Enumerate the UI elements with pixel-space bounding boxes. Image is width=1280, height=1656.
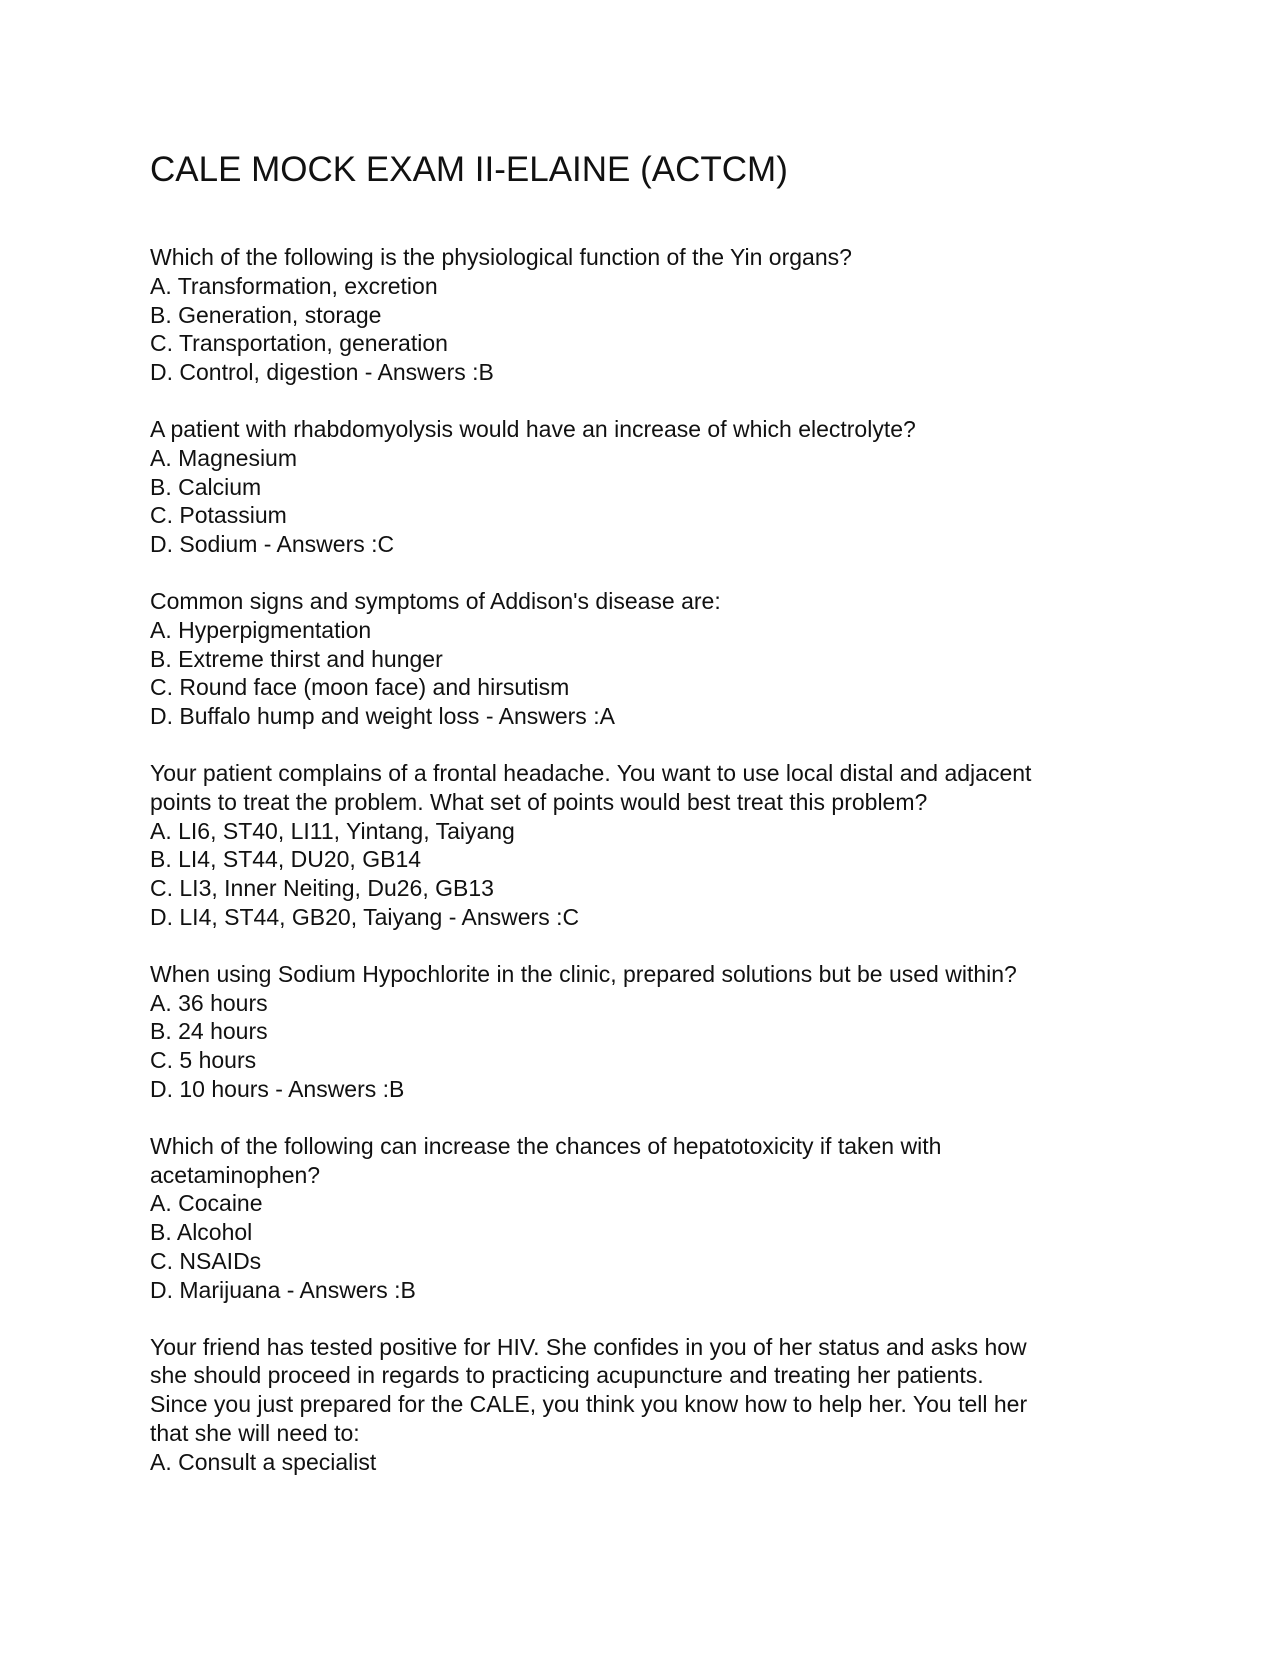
question-stem: A patient with rhabdomyolysis would have an increase of which electrolyte?	[150, 415, 916, 442]
question-block	[150, 1333, 1130, 1477]
answer-option: C. Transportation, generation	[150, 330, 448, 357]
question-block	[150, 243, 1130, 387]
answer-option: A. 36 hours	[150, 989, 268, 1016]
question-stem: Your friend has tested positive for HIV. She confides in you of her status and asks how	[150, 1333, 1027, 1360]
answer-option: B. Extreme thirst and hunger	[150, 645, 443, 672]
question-stem: acetaminophen?	[150, 1161, 321, 1188]
answer-option: B. Alcohol	[150, 1219, 253, 1246]
answer-option: A. Consult a specialist	[150, 1448, 377, 1475]
question-stem: Common signs and symptoms of Addison's disease are:	[150, 587, 721, 614]
answer-option: C. NSAIDs	[150, 1247, 262, 1274]
answer-option: D. Sodium - Answers :C	[150, 531, 395, 558]
question-block	[150, 587, 1130, 731]
question-block	[150, 1132, 1130, 1305]
answer-option: D. LI4, ST44, GB20, Taiyang - Answers :C	[150, 903, 580, 930]
question-block	[150, 415, 1130, 559]
answer-option: C. Round face (moon face) and hirsutism	[150, 674, 570, 701]
answer-option: C. 5 hours	[150, 1047, 257, 1074]
answer-option: A. Transformation, excretion	[150, 272, 438, 299]
question-block	[150, 759, 1130, 932]
answer-option: D. Marijuana - Answers :B	[150, 1276, 416, 1303]
answer-option: D. 10 hours - Answers :B	[150, 1075, 405, 1102]
question-stem: Which of the following can increase the chances of hepatotoxicity if taken with	[150, 1132, 942, 1159]
document-page	[150, 148, 1130, 1504]
answer-option: A. Hyperpigmentation	[150, 616, 372, 643]
answer-option: D. Control, digestion - Answers :B	[150, 359, 494, 386]
question-stem: points to treat the problem. What set of points would best treat this problem?	[150, 788, 928, 815]
answer-option: B. 24 hours	[150, 1018, 268, 1045]
document-title: CALE MOCK EXAM II-ELAINE (ACTCM)	[150, 150, 788, 189]
question-stem: she should proceed in regards to practicing acupuncture and treating her patients.	[150, 1362, 984, 1389]
answer-option: D. Buffalo hump and weight loss - Answers :A	[150, 703, 615, 730]
question-block	[150, 960, 1130, 1104]
answer-option: C. LI3, Inner Neiting, Du26, GB13	[150, 875, 494, 902]
question-stem: When using Sodium Hypochlorite in the clinic, prepared solutions but be used within?	[150, 960, 1017, 987]
answer-option: A. Cocaine	[150, 1190, 263, 1217]
question-stem: Your patient complains of a frontal headache. You want to use local distal and adjacent	[150, 759, 1032, 786]
answer-option: B. Generation, storage	[150, 301, 382, 328]
answer-option: A. LI6, ST40, LI11, Yintang, Taiyang	[150, 817, 515, 844]
answer-option: B. LI4, ST44, DU20, GB14	[150, 846, 422, 873]
answer-option: A. Magnesium	[150, 444, 298, 471]
question-stem: Since you just prepared for the CALE, you think you know how to help her. You tell her	[150, 1391, 1028, 1418]
answer-option: C. Potassium	[150, 502, 287, 529]
answer-option: B. Calcium	[150, 473, 262, 500]
question-stem: Which of the following is the physiological function of the Yin organs?	[150, 244, 852, 270]
question-stem: that she will need to:	[150, 1419, 360, 1446]
